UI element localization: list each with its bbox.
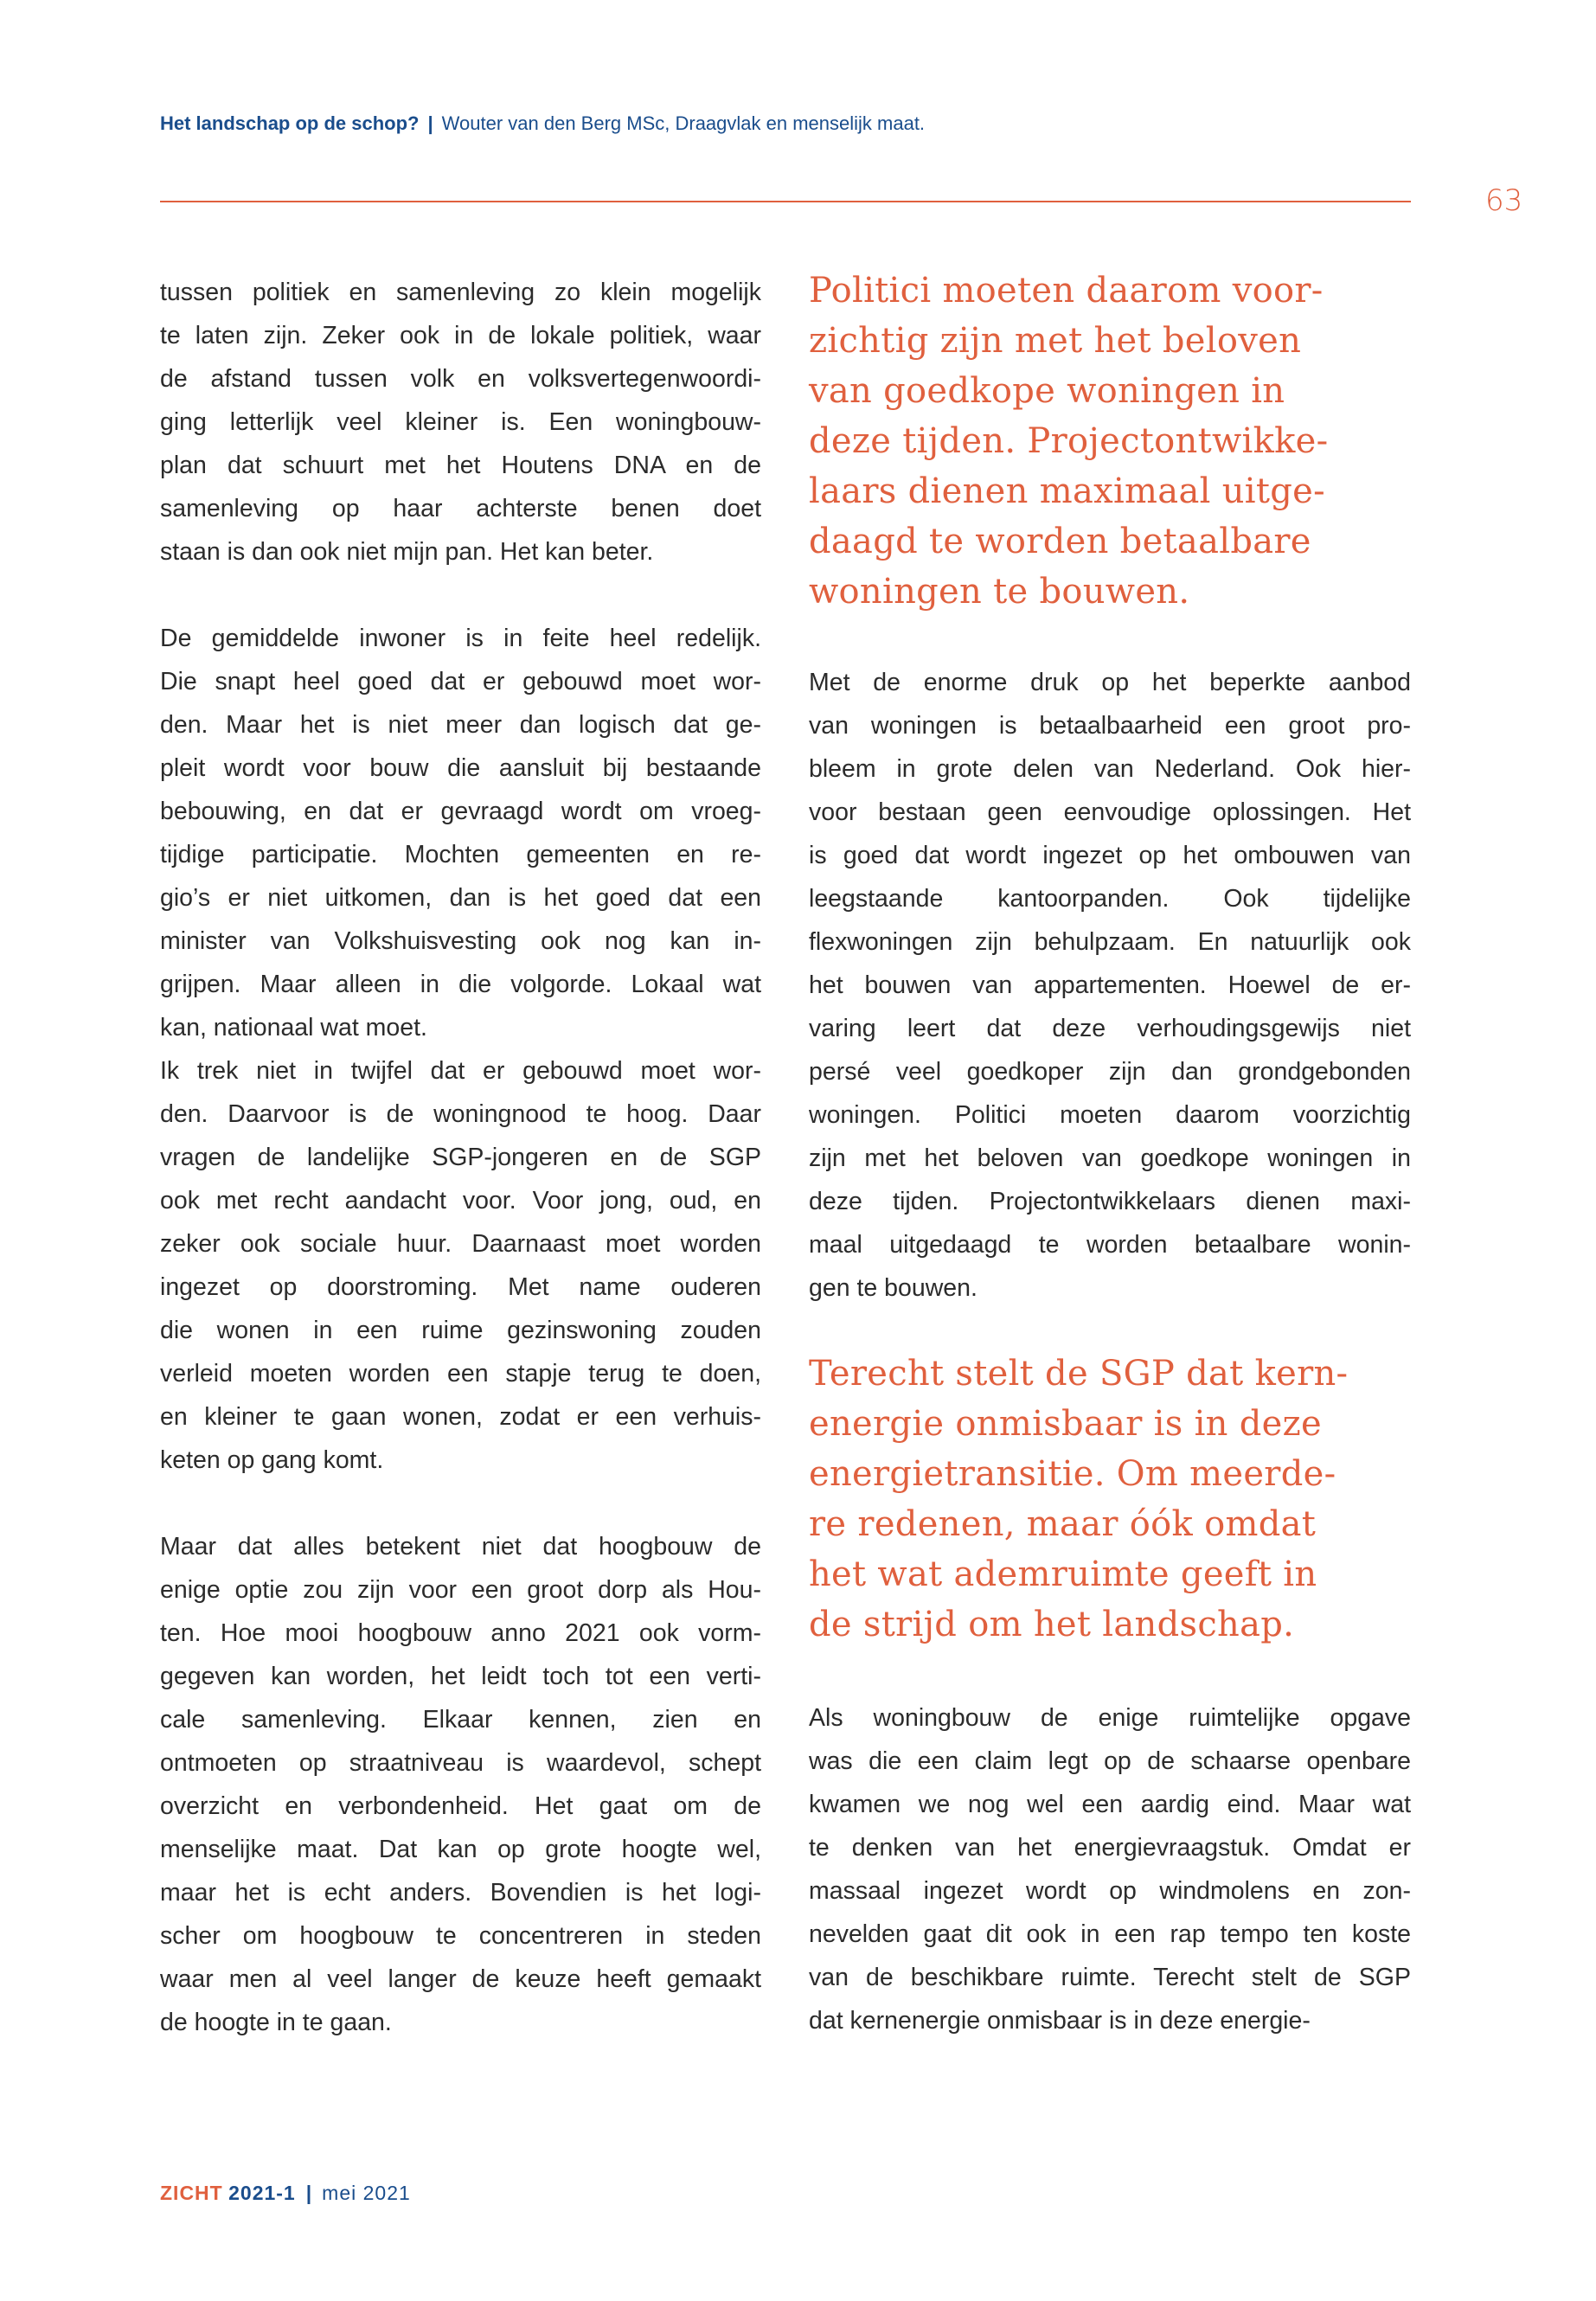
text-line: De gemiddelde inwoner is in feite heel redelijk. [160, 625, 761, 652]
text-line: bleem in grote delen van Nederland. Ook hier- [809, 755, 1411, 783]
magazine-name: ZICHT [160, 2182, 223, 2204]
header-rule [160, 201, 1411, 202]
running-header [160, 112, 925, 135]
text-line: energie onmisbaar is in deze [809, 1404, 1322, 1444]
text-line: den. Maar het is niet meer dan logisch dat ge- [160, 711, 761, 739]
text-line: en kleiner te gaan wonen, zodat er een verhuis- [160, 1403, 761, 1431]
footer-separator: | [305, 2182, 312, 2204]
text-line: de strijd om het landschap. [809, 1605, 1295, 1644]
text-line: is goed dat wordt ingezet op het ombouwen van [809, 842, 1411, 869]
page-number: 63 [1485, 183, 1523, 218]
text-line: dat kernenergie onmisbaar is in deze energie- [809, 2007, 1311, 2035]
text-line: overzicht en verbondenheid. Het gaat om de [160, 1792, 761, 1820]
text-line: re redenen, maar óók omdat [809, 1504, 1317, 1544]
issue-number: 2021-1 [228, 2182, 296, 2204]
text-line: persé veel goedkoper zijn dan grondgebonden [809, 1058, 1411, 1086]
text-line: van goedkope woningen in [809, 371, 1285, 411]
text-line: het wat ademruimte geeft in [809, 1554, 1317, 1594]
text-line: de hoogte in te gaan. [160, 2009, 392, 2036]
header-separator: | [427, 112, 433, 134]
text-line: enige optie zou zijn voor een groot dorp als Hou- [160, 1576, 761, 1604]
paragraph [160, 1049, 761, 1482]
text-line: Politici moeten daarom voor- [809, 271, 1324, 311]
text-line: ook met recht aandacht voor. Voor jong, oud, en [160, 1187, 761, 1215]
pull-quote [809, 266, 1432, 617]
byline: Wouter van den Berg MSc, Draagvlak en menselijk maat. [441, 112, 926, 134]
section-title: Het landschap op de schop? [160, 112, 420, 134]
paragraph [160, 271, 761, 574]
text-line: pleit wordt voor bouw die aansluit bij bestaande [160, 754, 761, 782]
text-line: cale samenleving. Elkaar kennen, zien en [160, 1706, 761, 1734]
text-line: kan, nationaal wat moet. [160, 1014, 427, 1042]
text-line: gegeven kan worden, het leidt toch tot een verti- [160, 1663, 761, 1690]
text-line: keten op gang komt. [160, 1446, 384, 1474]
text-line: te denken van het energievraagstuk. Omdat er [809, 1834, 1411, 1862]
paragraph [160, 1525, 761, 2044]
text-line: van de beschikbare ruimte. Terecht stelt de SGP [809, 1964, 1411, 1991]
text-line: leegstaande kantoorpanden. Ook tijdelijke [809, 885, 1411, 913]
text-line: woningen te bouwen. [809, 572, 1190, 612]
text-line: te laten zijn. Zeker ook in de lokale politiek, waar [160, 322, 761, 349]
text-line: zijn met het beloven van goedkope woningen in [809, 1144, 1411, 1172]
text-line: bebouwing, en dat er gevraagd wordt om vroeg- [160, 798, 761, 825]
text-line: gen te bouwen. [809, 1274, 977, 1302]
text-line: voor bestaan geen eenvoudige oplossingen. Het [809, 798, 1411, 826]
text-line: maal uitgedaagd te worden betaalbare wonin- [809, 1231, 1411, 1259]
text-line: het bouwen van appartementen. Hoewel de er- [809, 971, 1411, 999]
paragraph [809, 661, 1411, 1310]
text-line: grijpen. Maar alleen in die volgorde. Lokaal wat [160, 971, 761, 998]
text-line: Met de enorme druk op het beperkte aanbod [809, 669, 1411, 696]
text-line: kwamen we nog wel een aardig eind. Maar wat [809, 1791, 1411, 1818]
paragraph [809, 1696, 1411, 2042]
text-line: tussen politiek en samenleving zo klein mogelijk [160, 279, 761, 306]
text-line: plan dat schuurt met het Houtens DNA en de [160, 452, 761, 479]
paragraph [160, 617, 761, 1049]
text-line: ging letterlijk veel kleiner is. Een woningbouw- [160, 408, 761, 436]
text-line: deze tijden. Projectontwikkelaars dienen maxi- [809, 1188, 1411, 1215]
text-line: vragen de landelijke SGP-jongeren en de SGP [160, 1144, 761, 1171]
text-line: energietransitie. Om meerde- [809, 1454, 1336, 1494]
pull-quote [809, 1349, 1432, 1650]
left-column [160, 271, 761, 2044]
text-line: zichtig zijn met het beloven [809, 321, 1302, 361]
text-line: ontmoeten op straatniveau is waardevol, schept [160, 1749, 761, 1777]
text-line: gio’s er niet uitkomen, dan is het goed dat een [160, 884, 761, 912]
text-line: Ik trek niet in twijfel dat er gebouwd moet wor- [160, 1057, 761, 1085]
text-line: de afstand tussen volk en volksvertegenwoordi- [160, 365, 761, 393]
text-line: flexwoningen zijn behulpzaam. En natuurlijk ook [809, 928, 1411, 956]
footer [160, 2182, 411, 2205]
text-line: Als woningbouw de enige ruimtelijke opgave [809, 1704, 1411, 1732]
text-line: van woningen is betaalbaarheid een groot pro- [809, 712, 1411, 740]
text-line: waar men al veel langer de keuze heeft gemaakt [160, 1965, 761, 1993]
text-line: scher om hoogbouw te concentreren in steden [160, 1922, 761, 1950]
text-line: minister van Volkshuisvesting ook nog kan in- [160, 927, 761, 955]
text-line: staan is dan ook niet mijn pan. Het kan beter. [160, 538, 654, 566]
text-line: verleid moeten worden een stapje terug te doen, [160, 1360, 761, 1388]
text-line: maar het is echt anders. Bovendien is het logi- [160, 1879, 761, 1907]
text-line: was die een claim legt op de schaarse openbare [809, 1747, 1411, 1775]
text-line: Terecht stelt de SGP dat kern- [809, 1354, 1349, 1394]
text-line: daagd te worden betaalbare [809, 522, 1311, 561]
text-line: die wonen in een ruime gezinswoning zouden [160, 1317, 761, 1344]
text-line: samenleving op haar achterste benen doet [160, 495, 761, 522]
text-line: Die snapt heel goed dat er gebouwd moet wor- [160, 668, 761, 695]
text-line: woningen. Politici moeten daarom voorzichtig [809, 1101, 1411, 1129]
text-line: deze tijden. Projectontwikke- [809, 421, 1329, 461]
issue-date: mei 2021 [322, 2182, 411, 2204]
text-line: ten. Hoe mooi hoogbouw anno 2021 ook vorm- [160, 1619, 761, 1647]
text-line: Maar dat alles betekent niet dat hoogbouw de [160, 1533, 761, 1561]
text-line: den. Daarvoor is de woningnood te hoog. Daar [160, 1100, 761, 1128]
text-line: laars dienen maximaal uitge- [809, 471, 1325, 511]
text-line: varing leert dat deze verhoudingsgewijs niet [809, 1015, 1411, 1042]
text-line: zeker ook sociale huur. Daarnaast moet worden [160, 1230, 761, 1258]
text-line: menselijke maat. Dat kan op grote hoogte wel, [160, 1836, 761, 1863]
text-line: ingezet op doorstroming. Met name ouderen [160, 1273, 761, 1301]
text-line: nevelden gaat dit ook in een rap tempo ten koste [809, 1920, 1411, 1948]
text-line: massaal ingezet wordt op windmolens en zon- [809, 1877, 1411, 1905]
text-line: tijdige participatie. Mochten gemeenten en re- [160, 841, 761, 868]
